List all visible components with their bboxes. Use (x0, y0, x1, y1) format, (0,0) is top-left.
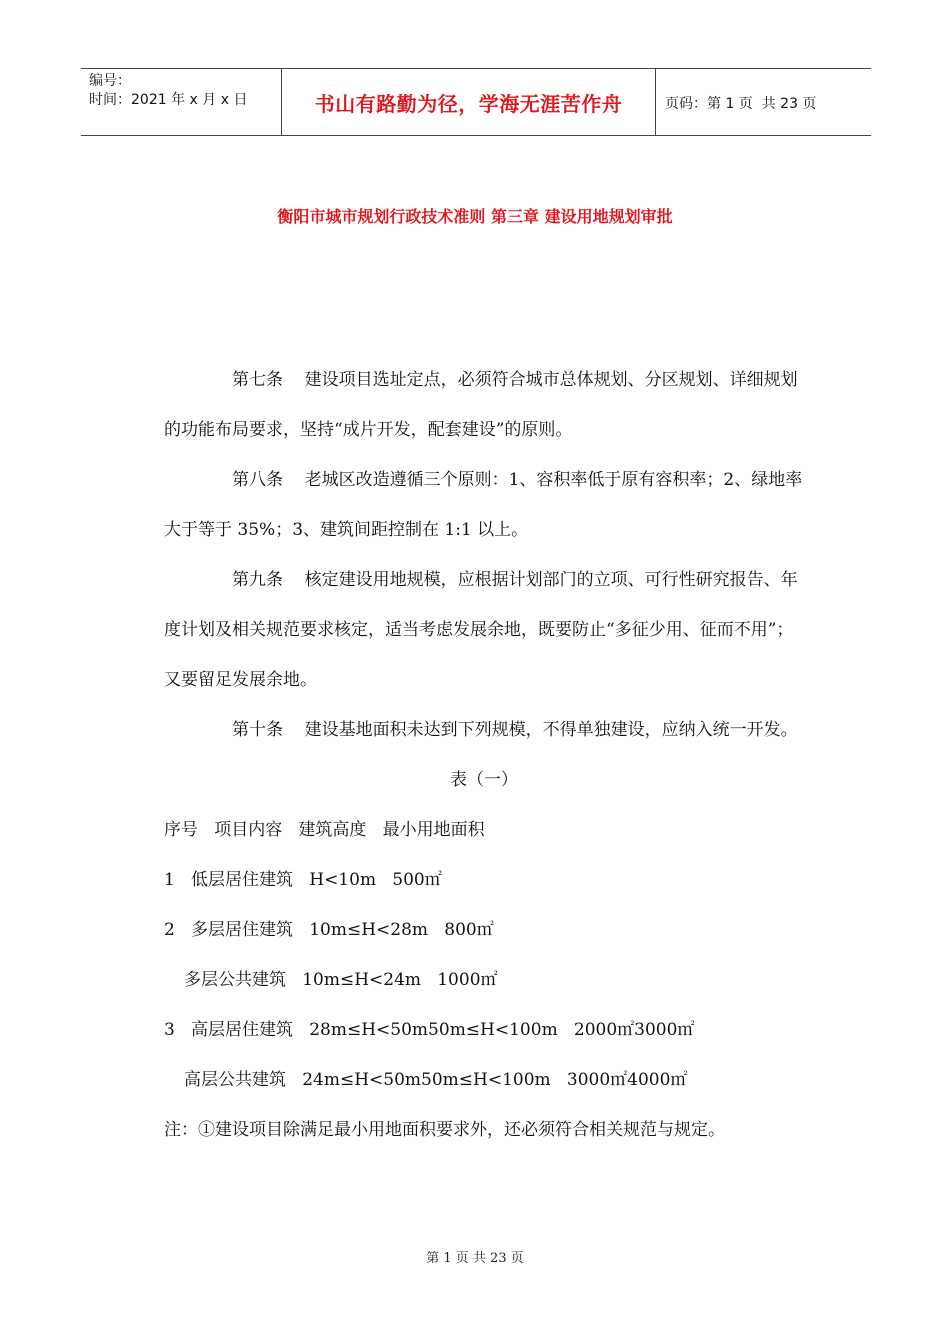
page-footer: 第 1 页 共 23 页 (426, 1251, 524, 1266)
doc-number-label: 编号： (89, 73, 131, 89)
table-row: 高层公共建筑 24m≤H<50m50m≤H<100m 3000㎡4000㎡ (184, 1070, 688, 1090)
table-row: 1 低层居住建筑 H<10m 500㎡ (164, 870, 442, 890)
document-body (164, 355, 804, 1155)
table-header: 序号 项目内容 建筑高度 最小用地面积 (164, 820, 485, 840)
header-meta (89, 72, 247, 110)
header-motto: 书山有路勤为径，学海无涯苦作舟 (314, 92, 623, 116)
table-caption: 表（一） (450, 770, 518, 790)
note: 注：①建设项目除满足最小用地面积要求外，还必须符合相关规范与规定。 (164, 1120, 725, 1140)
header-page-info: 页码：第 1 页 共 23 页 (665, 95, 817, 112)
article-7: 第七条 建设项目选址定点，必须符合城市总体规划、分区规划、详细规划的功能布局要求，坚持“成片开发，配套建设”的原则。 (164, 370, 798, 440)
article-10: 第十条 建设基地面积未达到下列规模，不得单独建设，应纳入统一开发。 (232, 720, 798, 740)
table-row: 多层公共建筑 10m≤H<24m 1000㎡ (184, 970, 498, 990)
page-header (81, 68, 871, 136)
date-label: 时间：2021 年 x 月 x 日 (89, 92, 248, 108)
document-title: 衡阳市城市规划行政技术准则 第三章 建设用地规划审批 (277, 207, 673, 226)
header-divider (655, 69, 656, 136)
table-row: 2 多层居住建筑 10m≤H<28m 800㎡ (164, 920, 494, 940)
table-row: 3 高层居住建筑 28m≤H<50m50m≤H<100m 2000㎡3000㎡ (164, 1020, 695, 1040)
article-8: 第八条 老城区改造遵循三个原则：1、容积率低于原有容积率；2、绿地率大于等于 35%；3、建筑间距控制在 1:1 以上。 (164, 470, 803, 540)
article-9: 第九条 核定建设用地规模，应根据计划部门的立项、可行性研究报告、年度计划及相关规范要求核定，适当考虑发展余地，既要防止“多征少用、征而不用”；又要留足发展余地。 (164, 570, 798, 690)
